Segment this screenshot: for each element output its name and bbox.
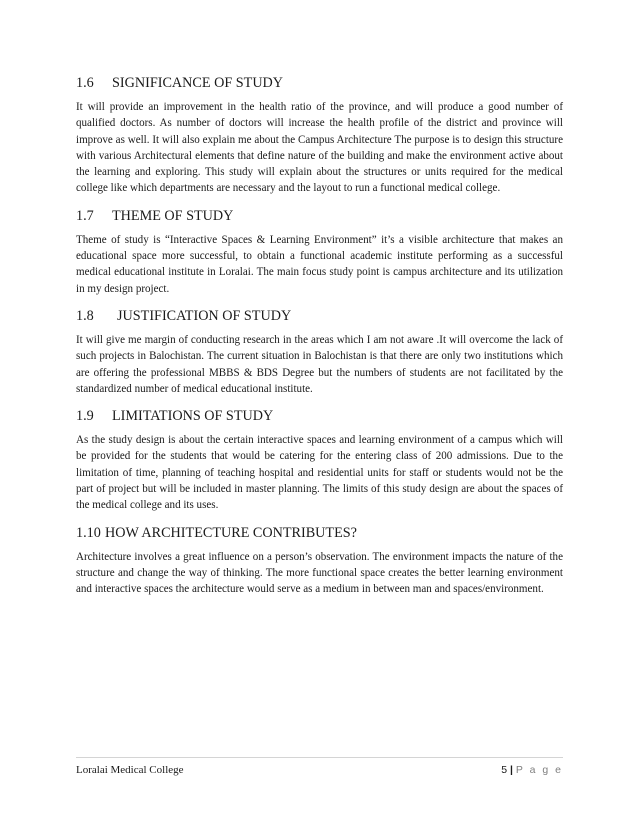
section-justification (76, 307, 563, 397)
page-footer (76, 764, 563, 776)
footer-divider (76, 757, 563, 758)
section-heading (76, 74, 563, 92)
footer-college-name: Loralai Medical College (76, 764, 184, 776)
section-limitations (76, 407, 563, 513)
footer-page-info (501, 764, 563, 776)
section-heading (76, 524, 563, 542)
section-body: Architecture involves a great influence on a person’s observation. The environment impacts the nature of the structure and change the way of thinking. The more functional space creates the better learning environment and interactive spaces the architecture would serve as a medium in between man and spaces/environment. (76, 550, 563, 596)
section-body: As the study design is about the certain interactive spaces and learning environment of a campus which will be provided for the students that would be catering for the entering class of 200 admissions. Due to the limitation of time, planning of teaching hospital and residential units for staff or students would not be the part of project but will be included in master planning. The limits of this study design are about the spaces of the medical college and its uses. (76, 434, 563, 512)
section-number: 1.10 (76, 524, 101, 541)
section-heading (76, 207, 563, 225)
page-separator: | (510, 764, 513, 776)
section-architecture-contributes (76, 524, 563, 598)
page-label: P a g e (515, 764, 563, 776)
section-title: LIMITATIONS OF STUDY (112, 408, 274, 425)
section-heading (76, 307, 563, 325)
section-number: 1.9 (76, 408, 94, 425)
section-title: SIGNIFICANCE OF STUDY (112, 75, 284, 91)
section-body: Theme of study is “Interactive Spaces & Learning Environment” it’s a visible architecture that makes an educational space more successful, to obtain a functional academic institute performing as a successful medical educational institute in Loralai. The main focus study point is campus architecture and its utilization in my design project. (76, 233, 563, 295)
section-number: 1.8 (76, 307, 94, 324)
section-significance (76, 74, 563, 197)
section-theme (76, 207, 563, 297)
section-number: 1.7 (76, 207, 94, 224)
section-number: 1.6 (76, 75, 94, 91)
page-content (76, 74, 563, 608)
section-title: HOW ARCHITECTURE CONTRIBUTES? (105, 524, 357, 541)
section-body: It will give me margin of conducting research in the areas which I am not aware .It will overcome the lack of such projects in Balochistan. The current situation in Balochistan is that there are only two institutions which are offering the professional MBBS & BDS Degree but the numbers of students are not facilitated by the standardized number of medical educational institute. (76, 333, 563, 395)
section-heading (76, 407, 563, 425)
section-title: JUSTIFICATION OF STUDY (117, 307, 292, 324)
section-body: It will provide an improvement in the health ratio of the province, and will produce a good number of qualified doctors. As number of doctors will increase the health profile of the district and province will improve as well. It will also explain me about the Campus Architecture The purpose is to design this structure with various Architectural elements that define nature of the building and make the environment active about the learning and exploring. This study will explain about the structures or units required for the medical college like which departments are necessary and the layout to run a functional medical college. (76, 101, 563, 195)
page-number: 5 (501, 764, 508, 776)
section-title: THEME OF STUDY (112, 207, 234, 224)
